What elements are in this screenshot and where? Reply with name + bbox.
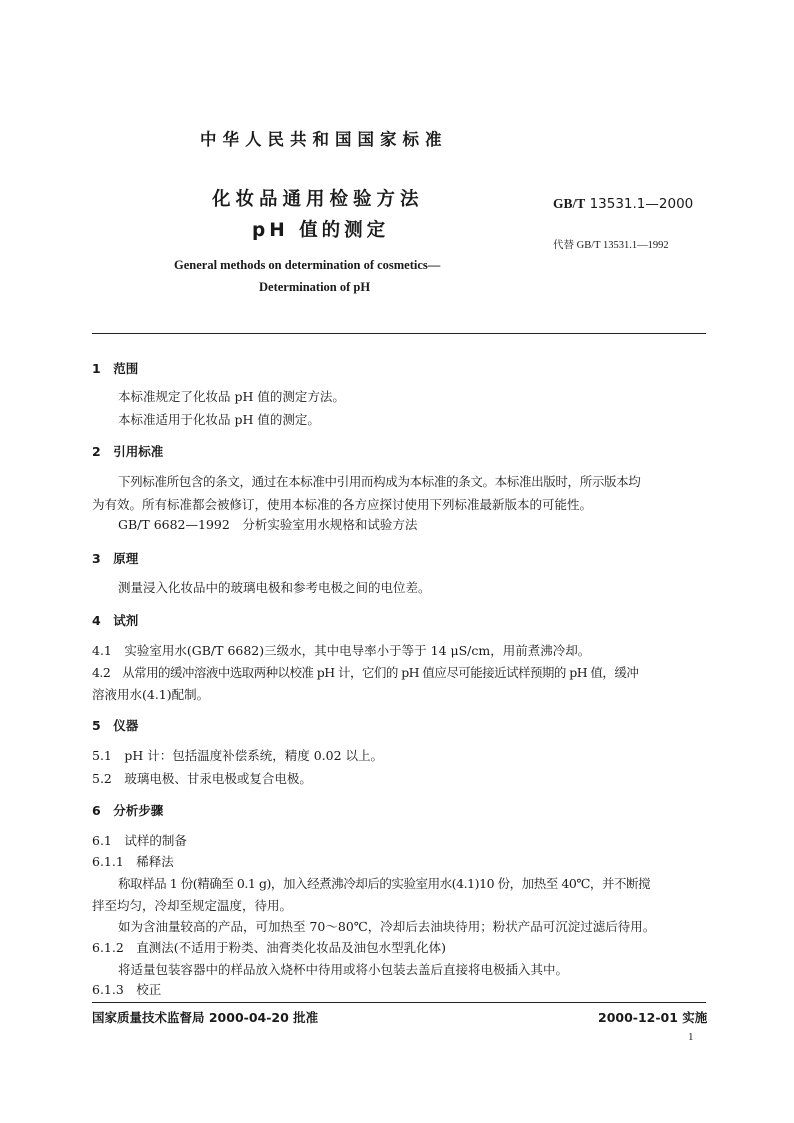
section-6-1-3: 6.1.3 校正: [92, 982, 162, 997]
section-3-para-1: 测量浸入化妆品中的玻璃电极和参考电极之间的电位差。: [118, 580, 431, 595]
title-cn-line-1: 化妆品通用检验方法: [212, 189, 424, 210]
section-6-1-2: 6.1.2 直测法(不适用于粉类、油膏类化妆品及油包水型乳化体): [92, 940, 447, 955]
title-en-line-1: General methods on determination of cosmetics—: [174, 258, 441, 272]
section-4-2-line-2: 溶液用水(4.1)配制。: [92, 687, 210, 702]
standard-number: 13531.1—2000: [589, 196, 694, 212]
national-standard-heading: 中华人民共和国国家标准: [200, 130, 448, 149]
section-2-reference: GB/T 6682—1992 分析实验室用水规格和试验方法: [118, 517, 418, 532]
section-5-2: 5.2 玻璃电极、甘汞电极或复合电极。: [92, 771, 312, 786]
section-6-1-1: 6.1.1 稀释法: [92, 854, 174, 869]
section-6-1-1-para-1-line-1: 称取样品 1 份(精确至 0.1 g)，加入经煮沸冷却后的实验室用水(4.1)10 份，加热至 40℃，并不断搅: [118, 876, 651, 891]
section-2-para-1-line-2: 为有效。所有标准都会被修订，使用本标准的各方应探讨使用下列标准最新版本的可能性。: [92, 497, 593, 512]
section-4-2-line-1: 4.2 从常用的缓冲溶液中选取两种以校准 pH 计，它们的 pH 值应尽可能接近试样预期的 pH 值，缓冲: [92, 665, 639, 680]
section-5-1: 5.1 pH 计：包括温度补偿系统，精度 0.02 以上。: [92, 748, 384, 763]
section-6-1: 6.1 试样的制备: [92, 833, 187, 848]
section-1-para-1: 本标准规定了化妆品 pH 值的测定方法。: [118, 389, 345, 404]
section-4-1: 4.1 实验室用水(GB/T 6682)三级水，其中电导率小于等于 14 μS/cm，用前煮沸冷却。: [92, 643, 591, 658]
section-5-title: 5 仪器: [92, 718, 139, 733]
header-divider: [92, 333, 706, 334]
section-6-1-2-para-1: 将适量包装容器中的样品放入烧杯中待用或将小包装去盖后直接将电极插入其中。: [118, 962, 569, 977]
section-1-title: 1 范围: [92, 361, 139, 376]
standard-code: [553, 196, 693, 212]
section-1-para-2: 本标准适用于化妆品 pH 值的测定。: [118, 412, 320, 427]
section-4-title: 4 试剂: [92, 613, 139, 628]
footer-divider: [92, 1002, 706, 1003]
replaces-note: 代替 GB/T 13531.1—1992: [553, 240, 669, 251]
implementation-date: 2000-12-01 实施: [598, 1010, 708, 1025]
title-cn-line-2: pH 值的测定: [252, 220, 390, 241]
title-en-line-2: Determination of pH: [259, 280, 371, 294]
standard-prefix: GB/T: [553, 196, 586, 211]
section-6-1-1-para-1-line-2: 拌至均匀，冷却至规定温度，待用。: [92, 898, 293, 913]
approval-line: 国家质量技术监督局 2000-04-20 批准: [92, 1010, 319, 1025]
section-3-title: 3 原理: [92, 551, 139, 566]
section-6-1-1-para-2: 如为含油量较高的产品，可加热至 70～80℃，冷却后去油块待用；粉状产品可沉淀过滤后待用。: [118, 919, 656, 934]
page-number: 1: [688, 1031, 694, 1043]
section-2-para-1-line-1: 下列标准所包含的条文，通过在本标准中引用而构成为本标准的条文。本标准出版时，所示版本均: [118, 474, 641, 489]
section-2-title: 2 引用标准: [92, 444, 164, 459]
section-6-title: 6 分析步骤: [92, 803, 164, 818]
